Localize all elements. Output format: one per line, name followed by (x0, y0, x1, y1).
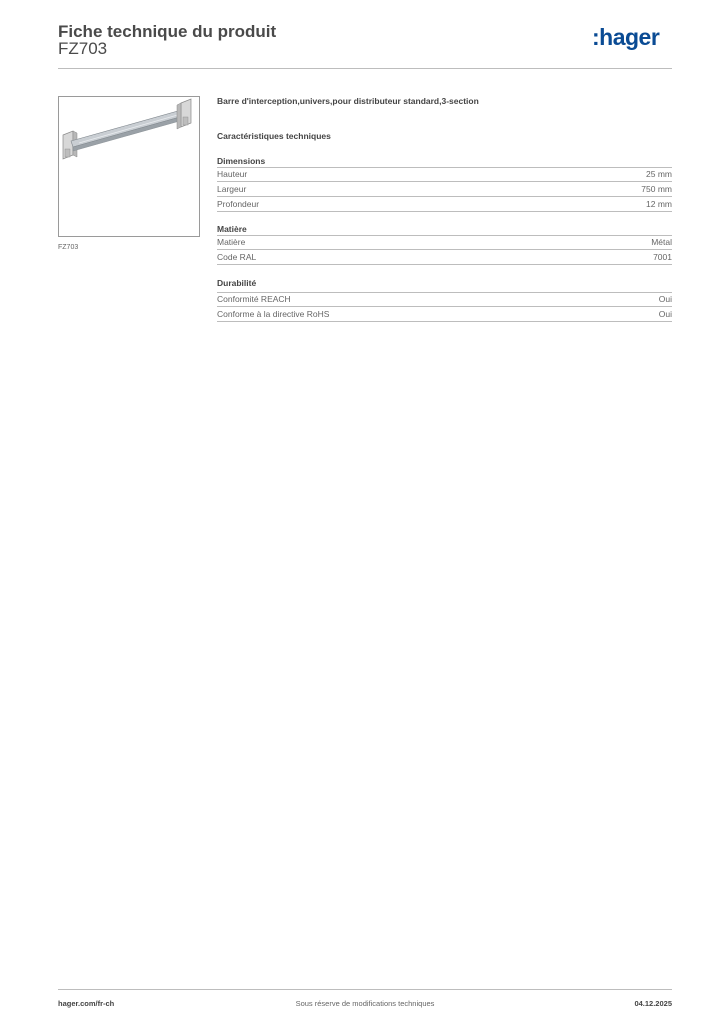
product-image-frame (58, 96, 200, 237)
spec-value: Oui (658, 309, 672, 319)
spec-label: Profondeur (217, 199, 260, 209)
spec-row (217, 168, 672, 182)
spec-value: 12 mm (646, 199, 672, 209)
product-description: Barre d'interception,univers,pour distributeur standard,3-section (217, 96, 479, 106)
hager-logo-text: :hager (592, 25, 660, 50)
spec-value: Oui (658, 294, 672, 304)
spec-label: Hauteur (217, 169, 248, 179)
spec-label: Code RAL (217, 252, 257, 262)
page-footer (58, 999, 672, 1011)
spec-row (217, 183, 672, 197)
spec-row (217, 236, 672, 250)
specs-section-title: Caractéristiques techniques (217, 131, 331, 141)
spec-label: Conformité REACH (217, 294, 291, 304)
footer-divider (58, 989, 672, 990)
spec-row (217, 293, 672, 307)
spec-label: Matière (217, 237, 246, 247)
spec-value: Métal (651, 237, 672, 247)
image-caption: FZ703 (58, 244, 79, 251)
footer-notice: Sous réserve de modifications techniques (295, 999, 435, 1008)
spec-row (217, 198, 672, 212)
page-title: Fiche technique du produit (58, 22, 277, 41)
product-reference: FZ703 (58, 39, 108, 58)
spec-row (217, 251, 672, 265)
page-header (58, 20, 672, 68)
footer-website: hager.com/fr-ch (58, 999, 115, 1008)
spec-value: 25 mm (646, 169, 672, 179)
spec-value: 750 mm (641, 184, 672, 194)
spec-row (217, 308, 672, 322)
product-image (59, 97, 199, 236)
hager-logo (592, 25, 672, 51)
group-title-dimensions: Dimensions (217, 156, 266, 166)
header-divider (58, 68, 672, 69)
spec-label: Conforme à la directive RoHS (217, 309, 330, 319)
group-title-material: Matière (217, 224, 247, 234)
footer-date: 04.12.2025 (634, 999, 672, 1008)
group-title-durability: Durabilité (217, 278, 257, 288)
spec-label: Largeur (217, 184, 247, 194)
spec-value: 7001 (653, 252, 672, 262)
